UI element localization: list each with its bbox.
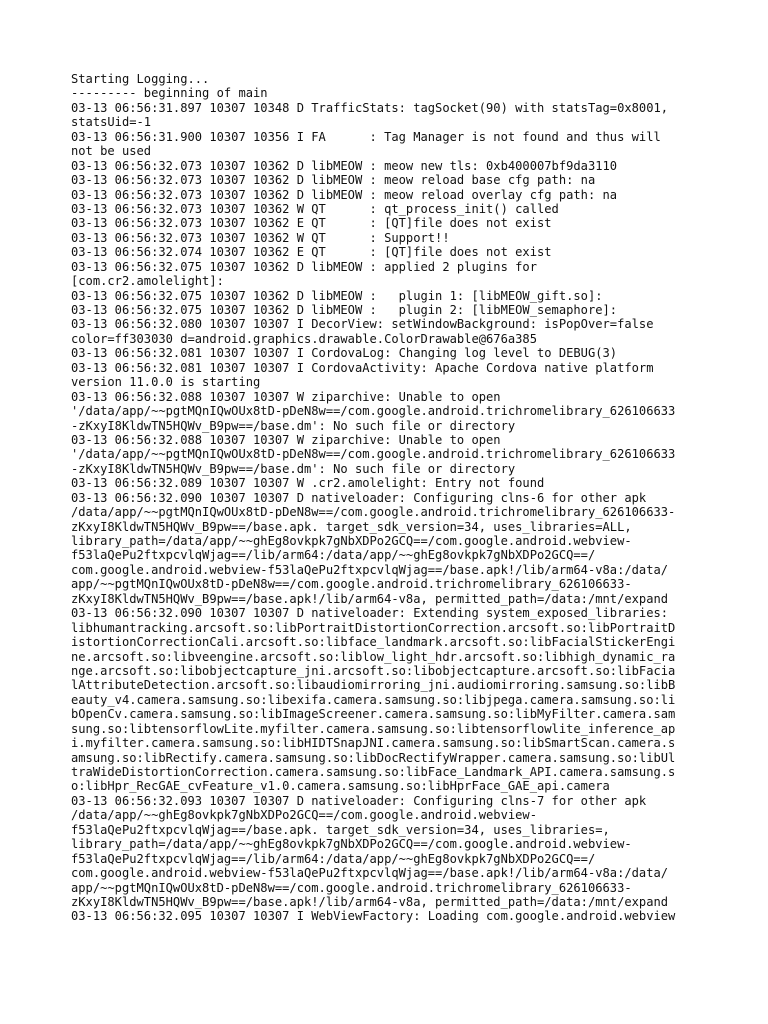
log-line: eauty_v4.camera.samsung.so:libexifa.camera.samsung.so:libjpega.camera.samsung.so:li (71, 692, 676, 707)
log-line: 03-13 06:56:32.073 10307 10362 D libMEOW : meow new tls: 0xb400007bf9da3110 (71, 158, 618, 173)
log-line: 03-13 06:56:31.897 10307 10348 D TrafficStats: tagSocket(90) with statsTag=0x8001, (71, 100, 669, 115)
log-line: f53laQePu2ftxpcvlqWjag==/lib/arm64:/data/app/~~ghEg8ovkpk7gNbXDPo2GCQ==/ (71, 548, 596, 563)
log-line: Starting Logging... (71, 72, 210, 86)
log-line: com.google.android.webview-f53laQePu2ftxpcvlqWjag==/base.apk!/lib/arm64-v8a:/data/ (71, 866, 669, 881)
log-line: 03-13 06:56:32.073 10307 10362 D libMEOW : meow reload base cfg path: na (71, 173, 596, 188)
log-line: nge.arcsoft.so:libobjectcapture_jni.arcsoft.so:libobjectcapture.arcsoft.so:libFacia (71, 663, 676, 678)
log-line: zKxyI8KldwTN5HQWv_B9pw==/base.apk!/lib/arm64-v8a, permitted_path=/data:/mnt/expand (71, 591, 669, 606)
log-line: 03-13 06:56:32.074 10307 10362 E QT : [QT]file does not exist (71, 245, 552, 260)
log-line: statsUid=-1 (71, 115, 152, 130)
log-line: 03-13 06:56:32.090 10307 10307 D nativeloader: Extending system_exposed_libraries: (71, 606, 669, 621)
log-text-block (71, 72, 701, 924)
log-line: f53laQePu2ftxpcvlqWjag==/lib/arm64:/data/app/~~ghEg8ovkpk7gNbXDPo2GCQ==/ (71, 851, 596, 866)
log-line: /data/app/~~pgtMQnIQwOUx8tD-pDeN8w==/com.google.android.trichromelibrary_626106633- (71, 505, 676, 520)
log-line: -zKxyI8KldwTN5HQWv_B9pw==/base.dm': No such file or directory (71, 418, 516, 433)
log-line: not be used (71, 144, 152, 159)
log-line: version 11.0.0 is starting (71, 375, 261, 390)
log-line: 03-13 06:56:32.093 10307 10307 D nativeloader: Configuring clns-7 for other apk (71, 793, 647, 808)
log-line: zKxyI8KldwTN5HQWv_B9pw==/base.apk. target_sdk_version=34, uses_libraries=ALL, (71, 519, 632, 534)
log-line: [com.cr2.amolelight]: (71, 274, 224, 289)
log-line: 03-13 06:56:32.090 10307 10307 D nativeloader: Configuring clns-6 for other apk (71, 490, 647, 505)
log-line: app/~~pgtMQnIQwOUx8tD-pDeN8w==/com.google.android.trichromelibrary_626106633- (71, 880, 632, 895)
log-line: 03-13 06:56:32.073 10307 10362 W QT : Support!! (71, 230, 450, 245)
log-line: amsung.so:libRectify.camera.samsung.so:libDocRectifyWrapper.camera.samsung.so:libUl (71, 750, 676, 765)
log-line: 03-13 06:56:32.073 10307 10362 D libMEOW : meow reload overlay cfg path: na (71, 187, 618, 202)
log-line: com.google.android.webview-f53laQePu2ftxpcvlqWjag==/base.apk!/lib/arm64-v8a:/data/ (71, 562, 669, 577)
log-line: ne.arcsoft.so:libveengine.arcsoft.so:liblow_light_hdr.arcsoft.so:libhigh_dynamic_ra (71, 649, 676, 664)
log-line: istortionCorrectionCali.arcsoft.so:libface_landmark.arcsoft.so:libFacialStickerEngi (71, 635, 676, 650)
log-line: app/~~pgtMQnIQwOUx8tD-pDeN8w==/com.google.android.trichromelibrary_626106633- (71, 577, 632, 592)
log-line: 03-13 06:56:32.089 10307 10307 W .cr2.amolelight: Entry not found (71, 476, 545, 491)
log-line: library_path=/data/app/~~ghEg8ovkpk7gNbXDPo2GCQ==/com.google.android.webview- (71, 837, 632, 852)
log-line: library_path=/data/app/~~ghEg8ovkpk7gNbXDPo2GCQ==/com.google.android.webview- (71, 534, 632, 548)
log-line: o:libHpr_RecGAE_cvFeature_v1.0.camera.samsung.so:libHprFace_GAE_api.camera (71, 779, 610, 794)
log-line: lAttributeDetection.arcsoft.so:libaudiomirroring_jni.audiomirroring.samsung.so:libB (71, 678, 676, 693)
log-line: 03-13 06:56:32.081 10307 10307 I CordovaLog: Changing log level to DEBUG(3) (71, 346, 618, 361)
log-line: sung.so:libtensorflowLite.myfilter.camera.samsung.so:libtensorflowlite_inference_ap (71, 721, 676, 736)
log-line: 03-13 06:56:32.075 10307 10362 D libMEOW : plugin 1: [libMEOW_gift.so]: (71, 288, 603, 303)
log-line: i.myfilter.camera.samsung.so:libHIDTSnapJNI.camera.samsung.so:libSmartScan.camera.s (71, 736, 676, 751)
log-line: color=ff303030 d=android.graphics.drawable.ColorDrawable@676a385 (71, 331, 537, 346)
log-line: 03-13 06:56:32.075 10307 10362 D libMEOW : plugin 2: [libMEOW_semaphore]: (71, 303, 618, 317)
log-line: '/data/app/~~pgtMQnIQwOUx8tD-pDeN8w==/com.google.android.trichromelibrary_626106633 (71, 447, 676, 462)
log-line: 03-13 06:56:32.095 10307 10307 I WebViewFactory: Loading com.google.android.webview (71, 909, 676, 924)
log-line: 03-13 06:56:32.073 10307 10362 E QT : [QT]file does not exist (71, 216, 552, 231)
log-line: 03-13 06:56:32.081 10307 10307 I CordovaActivity: Apache Cordova native platform (71, 360, 654, 375)
log-line: 03-13 06:56:31.900 10307 10356 I FA : Tag Manager is not found and thus will (71, 129, 661, 144)
log-line: libhumantracking.arcsoft.so:libPortraitDistortionCorrection.arcsoft.so:libPortraitD (71, 620, 676, 635)
log-line: 03-13 06:56:32.088 10307 10307 W ziparchive: Unable to open (71, 389, 501, 404)
log-line: --------- beginning of main (71, 86, 268, 101)
log-line: 03-13 06:56:32.088 10307 10307 W ziparchive: Unable to open (71, 432, 501, 447)
log-line: bOpenCv.camera.samsung.so:libImageScreener.camera.samsung.so:libMyFilter.camera.sam (71, 707, 676, 722)
log-line: 03-13 06:56:32.075 10307 10362 D libMEOW : applied 2 plugins for (71, 259, 537, 274)
log-line: zKxyI8KldwTN5HQWv_B9pw==/base.apk!/lib/arm64-v8a, permitted_path=/data:/mnt/expand (71, 894, 669, 909)
log-line: '/data/app/~~pgtMQnIQwOUx8tD-pDeN8w==/com.google.android.trichromelibrary_626106633 (71, 404, 676, 419)
log-line: f53laQePu2ftxpcvlqWjag==/base.apk. target_sdk_version=34, uses_libraries=, (71, 822, 610, 837)
log-line: 03-13 06:56:32.073 10307 10362 W QT : qt_process_init() called (71, 201, 559, 216)
log-line: -zKxyI8KldwTN5HQWv_B9pw==/base.dm': No such file or directory (71, 461, 516, 476)
log-line: 03-13 06:56:32.080 10307 10307 I DecorView: setWindowBackground: isPopOver=false (71, 317, 654, 332)
log-line: traWideDistortionCorrection.camera.samsung.so:libFace_Landmark_API.camera.samsung.s (71, 765, 676, 779)
log-line: /data/app/~~ghEg8ovkpk7gNbXDPo2GCQ==/com.google.android.webview- (71, 808, 537, 823)
